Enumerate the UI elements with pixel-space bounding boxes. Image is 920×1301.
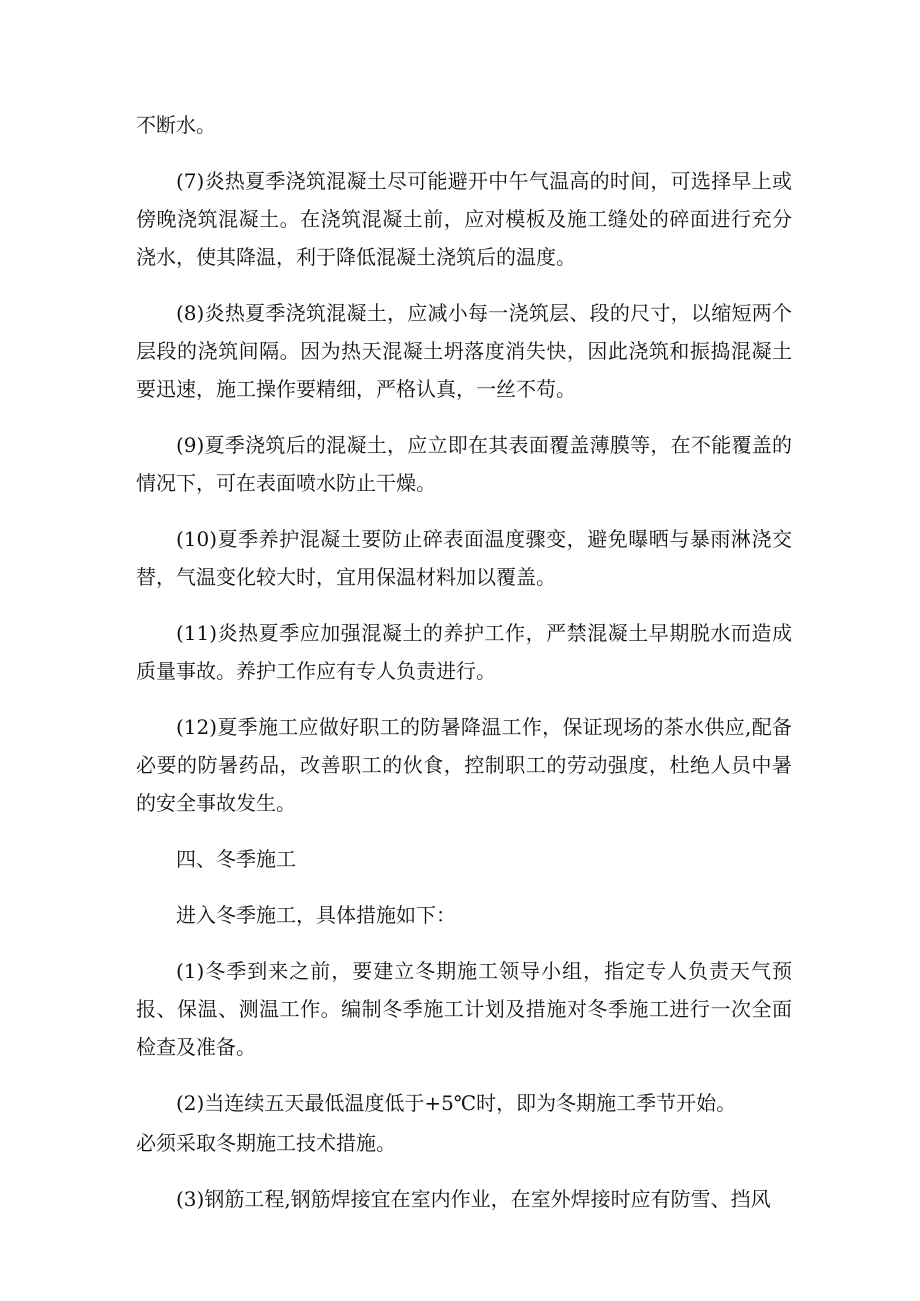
paragraph-item-11: (11)炎热夏季应加强混凝土的养护工作，严禁混凝土早期脱水而造成质量事故。养护工作应有专人负责进行。: [136, 621, 792, 683]
paragraph-item-9: (9)夏季浇筑后的混凝土，应立即在其表面覆盖薄膜等，在不能覆盖的情况下，可在表面喷水防止干燥。: [136, 433, 792, 495]
section-heading-winter-construction: 四、冬季施工: [176, 847, 296, 871]
paragraph-item-12: (12)夏季施工应做好职工的防暑降温工作，保证现场的茶水供应,配备必要的防暑药品，改善职工的伙食，控制职工的劳动强度，杜绝人员中暑的安全事故发生。: [136, 715, 792, 815]
paragraph-item-10: (10)夏季养护混凝土要防止碎表面温度骤变，避免曝晒与暴雨淋浇交替，气温变化较大时，宜用保温材料加以覆盖。: [136, 527, 792, 589]
paragraph-winter-item-3: (3)钢筋工程,钢筋焊接宜在室内作业，在室外焊接时应有防雪、挡风: [176, 1187, 771, 1211]
paragraph-winter-item-1: (1)冬季到来之前，要建立冬期施工领导小组，指定专人负责天气预报、保温、测温工作。编制冬季施工计划及措施对冬季施工进行一次全面检查及准备。: [136, 959, 792, 1059]
paragraph-winter-item-2: (2)当连续五天最低温度低于+5℃时，即为冬期施工季节开始。: [176, 1091, 737, 1115]
paragraph-continuation: 不断水。: [136, 113, 216, 137]
document-body: [136, 106, 792, 1236]
paragraph-winter-item-2-continuation: 必须采取冬期施工技术措施。: [136, 1131, 396, 1155]
paragraph-winter-intro: 进入冬季施工，具体措施如下：: [176, 903, 456, 927]
paragraph-item-8: (8)炎热夏季浇筑混凝土，应减小每一浇筑层、段的尺寸，以缩短两个层段的浇筑间隔。因为热天混凝土坍落度消失快，因此浇筑和振捣混凝土要迅速，施工操作要精细，严格认真，一丝不苟。: [136, 301, 792, 401]
paragraph-item-7: (7)炎热夏季浇筑混凝土尽可能避开中午气温高的时间，可选择早上或傍晚浇筑混凝土。在浇筑混凝土前，应对模板及施工缝处的碎面进行充分浇水，使其降温，利于降低混凝土浇筑后的温度。: [136, 169, 792, 269]
